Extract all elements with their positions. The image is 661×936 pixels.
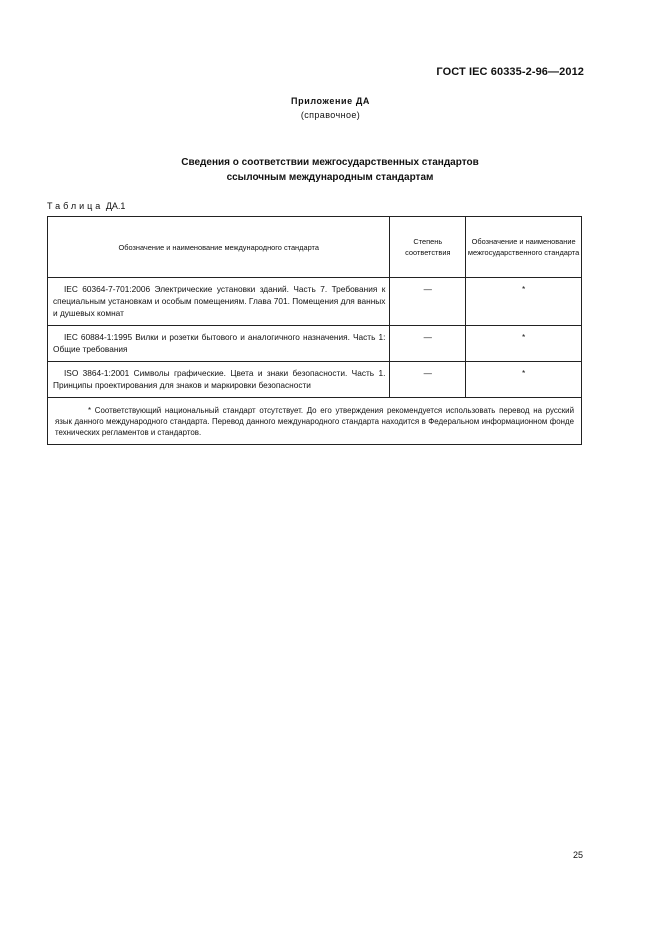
- column-header-international-standard: Обозначение и наименование международного стандарта: [48, 217, 390, 278]
- section-heading-line-1: Сведения о соответствии межгосударственных стандартов: [181, 157, 479, 168]
- cell-degree: —: [390, 326, 466, 362]
- correspondence-table: [47, 216, 582, 445]
- table-label: [47, 201, 125, 211]
- cell-interstate: *: [466, 326, 582, 362]
- table-row: [48, 362, 582, 398]
- annex-title: Приложение ДА: [291, 96, 370, 106]
- cell-degree: —: [390, 362, 466, 398]
- column-header-interstate-standard: Обозначение и наименование межгосударственного стандарта: [466, 217, 582, 278]
- cell-interstate: *: [466, 362, 582, 398]
- table-footnote: [48, 398, 582, 445]
- cell-standard: [48, 326, 390, 362]
- section-heading-line-2: ссылочным международным стандартам: [226, 172, 434, 183]
- cell-standard-text: IEC 60884-1:1995 Вилки и розетки бытового и аналогичного назначения. Часть 1: Общие требования: [53, 332, 386, 354]
- cell-degree: —: [390, 278, 466, 326]
- table-row: [48, 278, 582, 326]
- column-header-degree: Степень соответствия: [390, 217, 466, 278]
- table-label-prefix: Таблица: [47, 201, 104, 211]
- cell-standard: [48, 362, 390, 398]
- table-footnote-text: * Соответствующий национальный стандарт отсутствует. До его утверждения рекомендуется использовать перевод на русский язык данного международного стандарта. Перевод данного международного стандарта находится в Федеральном информационном фонде технических регламентов и стандартов.: [55, 406, 574, 437]
- table-footnote-row: [48, 398, 582, 445]
- table-header-row: [48, 217, 582, 278]
- annex-subtitle: (справочное): [300, 110, 361, 120]
- table-row: [48, 326, 582, 362]
- cell-interstate: *: [466, 278, 582, 326]
- cell-standard: [48, 278, 390, 326]
- cell-standard-text: ISO 3864-1:2001 Символы графические. Цвета и знаки безопасности. Часть 1. Принципы проектирования для знаков и маркировки безопасности: [53, 368, 386, 390]
- table-label-number: ДА.1: [105, 201, 126, 211]
- cell-standard-text: IEC 60364-7-701:2006 Электрические установки зданий. Часть 7. Требования к специальным установкам и особым помещениям. Глава 701. Помещения для ванных и душевых комнат: [53, 284, 386, 318]
- page-number: 25: [572, 850, 583, 860]
- document-code: ГОСТ IEC 60335-2-96—2012: [436, 66, 584, 78]
